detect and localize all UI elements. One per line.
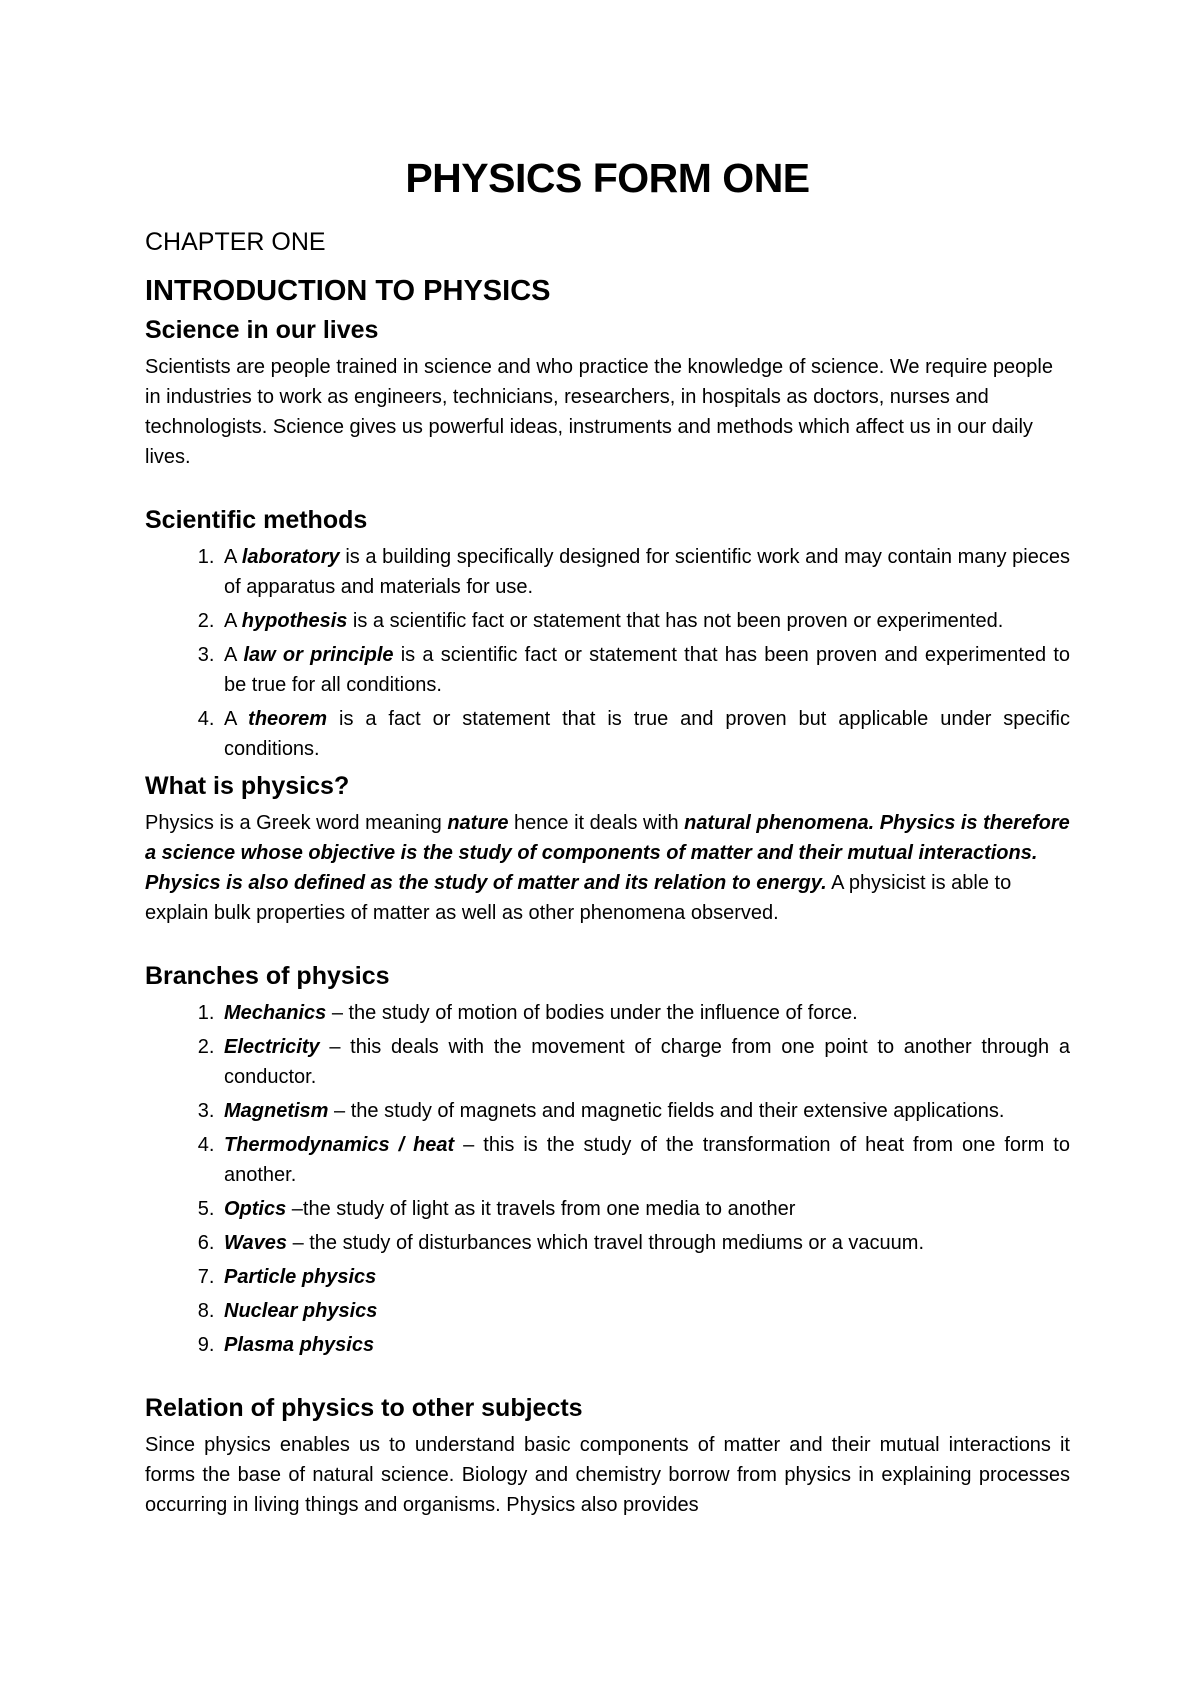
branch-description: –the study of light as it travels from one media to another <box>286 1198 796 1220</box>
list-item <box>220 1296 1070 1326</box>
emphasized-text: nature <box>447 812 509 834</box>
list-item <box>220 1130 1070 1190</box>
document-title: PHYSICS FORM ONE <box>405 155 810 201</box>
branch-name: Thermodynamics / heat <box>224 1134 455 1156</box>
list-item <box>220 1032 1070 1092</box>
list-item <box>220 606 1070 636</box>
scientific-methods-list <box>145 542 1070 764</box>
branch-name: Optics <box>224 1198 287 1220</box>
section-heading-branches-of-physics: Branches of physics <box>145 962 390 990</box>
defined-term: theorem <box>248 708 328 730</box>
branch-description: – this deals with the movement of charge from one point to another through a conductor. <box>224 1036 1070 1088</box>
list-item <box>220 704 1070 764</box>
branch-name: Particle physics <box>224 1266 377 1288</box>
section-heading-relation-to-other-subjects: Relation of physics to other subjects <box>145 1394 583 1422</box>
relation-paragraph: Since physics enables us to understand basic components of matter and their mutual interactions it forms the base of natural science. Biology and chemistry borrow from physics in explaining processes occurring in living things and organisms. Physics also provides <box>145 1434 1070 1516</box>
defined-term: laboratory <box>241 546 340 568</box>
section-heading-scientific-methods: Scientific methods <box>145 506 368 534</box>
branch-name: Nuclear physics <box>224 1300 378 1322</box>
branch-name: Electricity <box>224 1036 320 1058</box>
list-item <box>220 1096 1070 1126</box>
list-item <box>220 542 1070 602</box>
item-prefix: A <box>224 610 242 632</box>
branches-list <box>145 998 1070 1360</box>
branch-description: – the study of magnets and magnetic fields and their extensive applications. <box>328 1100 1005 1122</box>
defined-term: hypothesis <box>241 610 348 632</box>
branch-description: – the study of disturbances which travel through mediums or a vacuum. <box>287 1232 924 1254</box>
list-item <box>220 640 1070 700</box>
branch-description: – the study of motion of bodies under the influence of force. <box>326 1002 858 1024</box>
document-content <box>145 152 1070 1520</box>
paragraph-text: hence it deals with <box>508 812 685 834</box>
defined-term: law or principle <box>243 644 394 666</box>
list-item <box>220 1262 1070 1292</box>
what-is-physics-paragraph <box>145 808 1070 928</box>
item-text: is a building specifically designed for scientific work and may contain many pieces of apparatus and materials for use. <box>224 546 1070 598</box>
emphasized-text: natural phenomena. Physics is therefore a science whose objective is the study of components of matter and their mutual interactions. Physics is also defined as the study of matter and its relation to energy. <box>145 812 1070 894</box>
item-text: is a fact or statement that is true and proven but applicable under specific conditions. <box>224 708 1071 760</box>
list-item <box>220 1194 1070 1224</box>
chapter-title: INTRODUCTION TO PHYSICS <box>145 275 551 307</box>
chapter-label: CHAPTER ONE <box>145 228 326 256</box>
item-prefix: A <box>224 546 242 568</box>
paragraph-text: A physicist is able to explain bulk properties of matter as well as other phenomena observed. <box>145 872 1012 924</box>
item-text: is a scientific fact or statement that has been proven and experimented to be true for all conditions. <box>224 644 1071 696</box>
branch-name: Mechanics <box>224 1002 327 1024</box>
section-heading-what-is-physics: What is physics? <box>145 772 350 800</box>
list-item <box>220 1228 1070 1258</box>
item-text: is a scientific fact or statement that has not been proven or experimented. <box>347 610 1004 632</box>
branch-name: Plasma physics <box>224 1334 375 1356</box>
section-heading-science-in-our-lives: Science in our lives <box>145 316 379 344</box>
branch-name: Magnetism <box>224 1100 329 1122</box>
science-in-our-lives-paragraph: Scientists are people trained in science and who practice the knowledge of science. We require people in industries to work as engineers, technicians, researchers, in hospitals as doctors, nurses and technologists. Science gives us powerful ideas, instruments and methods which affect us in our daily lives. <box>145 356 1053 468</box>
branch-description: – this is the study of the transformation of heat from one form to another. <box>224 1134 1070 1186</box>
branch-name: Waves <box>224 1232 288 1254</box>
list-item <box>220 998 1070 1028</box>
item-prefix: A <box>224 644 244 666</box>
item-prefix: A <box>224 708 249 730</box>
list-item <box>220 1330 1070 1360</box>
paragraph-text: Physics is a Greek word meaning <box>145 812 448 834</box>
